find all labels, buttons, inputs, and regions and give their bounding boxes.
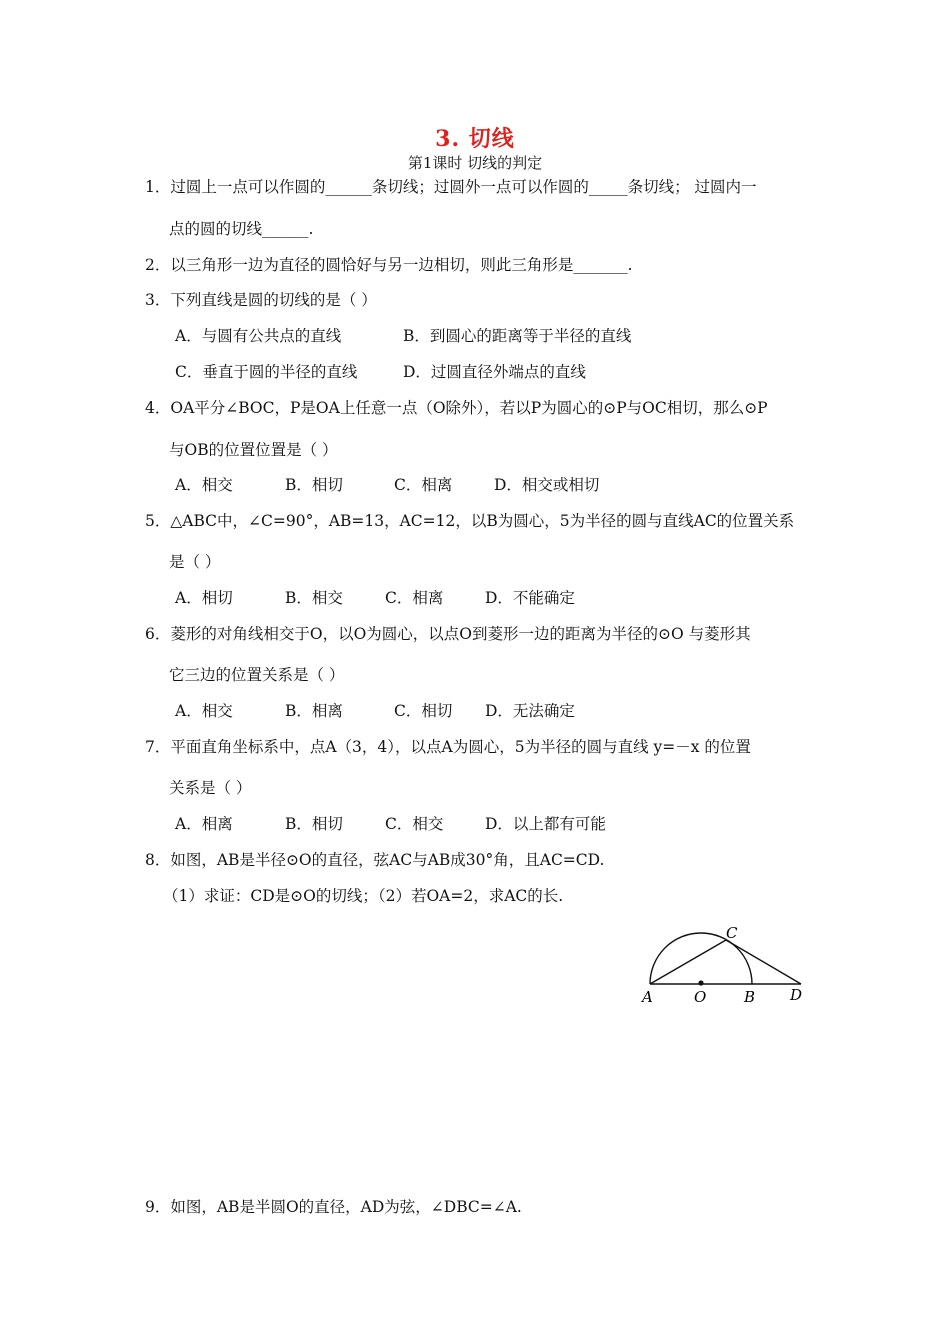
label-b: B (744, 988, 756, 1006)
question-4-option-b: B．相切 (285, 476, 343, 494)
question-4-option-d: D．相交或相切 (494, 476, 600, 494)
question-3-option-a: A．与圆有公共点的直线 (175, 327, 342, 345)
question-6-option-a: A．相交 (175, 702, 233, 720)
label-c: C (726, 924, 738, 942)
label-a: A (642, 988, 653, 1006)
question-1-line-1: 1．过圆上一点可以作圆的______条切线；过圆外一点可以作圆的_____条切线； 过圆内一 (145, 178, 757, 196)
semicircle-tangent-figure (636, 920, 816, 1010)
question-3-stem: 3．下列直线是圆的切线的是（ ） (145, 291, 377, 309)
page-title: 3. 切线 (435, 126, 515, 152)
question-5-line-2: 是（ ） (169, 553, 221, 571)
question-6-line-2: 它三边的位置关系是（ ） (169, 666, 345, 684)
page-subtitle: 第1课时 切线的判定 (407, 154, 543, 172)
question-6-option-c: C．相切 (394, 702, 453, 720)
question-4-line-1: 4．OA平分∠BOC，P是OA上任意一点（O除外），若以P为圆心的⊙P与OC相切，那么⊙P (145, 399, 768, 417)
question-8-line-2: （1）求证：CD是⊙O的切线；（2）若OA=2，求AC的长. (163, 887, 564, 905)
question-4-option-a: A．相交 (175, 476, 233, 494)
question-7-option-c: C．相交 (385, 815, 444, 833)
question-3-option-c: C．垂直于圆的半径的直线 (175, 363, 358, 381)
question-7-option-a: A．相离 (175, 815, 233, 833)
label-d: D (790, 986, 803, 1004)
question-6-line-1: 6．菱形的对角线相交于O，以O为圆心，以点O到菱形一边的距离为半径的⊙O 与菱形其 (145, 625, 751, 643)
question-3-option-b: B．到圆心的距离等于半径的直线 (403, 327, 632, 345)
chord-ac (650, 940, 726, 984)
question-7-option-d: D．以上都有可能 (485, 815, 606, 833)
question-4-option-c: C．相离 (394, 476, 453, 494)
center-point-o (698, 980, 703, 985)
question-8-line-1: 8．如图，AB是半径⊙O的直径，弦AC与AB成30°角，且AC=CD. (145, 851, 605, 869)
question-5-option-c: C．相离 (385, 589, 444, 607)
question-5-option-b: B．相交 (285, 589, 343, 607)
question-5-line-1: 5．△ABC中，∠C=90°，AB=13，AC=12，以B为圆心，5为半径的圆与直线AC的位置关系 (145, 512, 795, 530)
question-9-line-1: 9．如图，AB是半圆O的直径，AD为弦，∠DBC=∠A. (145, 1198, 522, 1216)
label-o: O (694, 988, 707, 1006)
question-7-line-1: 7．平面直角坐标系中，点A（3，4），以点A为圆心，5为半径的圆与直线 y=－x 的位置 (145, 738, 751, 756)
question-5-option-d: D．不能确定 (485, 589, 575, 607)
question-7-option-b: B．相切 (285, 815, 343, 833)
question-7-line-2: 关系是（ ） (169, 779, 252, 797)
question-2-line-1: 2．以三角形一边为直径的圆恰好与另一边相切，则此三角形是_______. (145, 256, 633, 274)
question-6-option-d: D．无法确定 (485, 702, 575, 720)
question-6-option-b: B．相离 (285, 702, 343, 720)
question-4-line-2: 与OB的位置位置是（ ） (169, 441, 338, 459)
question-5-option-a: A．相切 (175, 589, 233, 607)
question-3-option-d: D．过圆直径外端点的直线 (403, 363, 586, 381)
question-1-line-2: 点的圆的切线______. (169, 220, 314, 238)
tangent-cd (726, 940, 801, 984)
